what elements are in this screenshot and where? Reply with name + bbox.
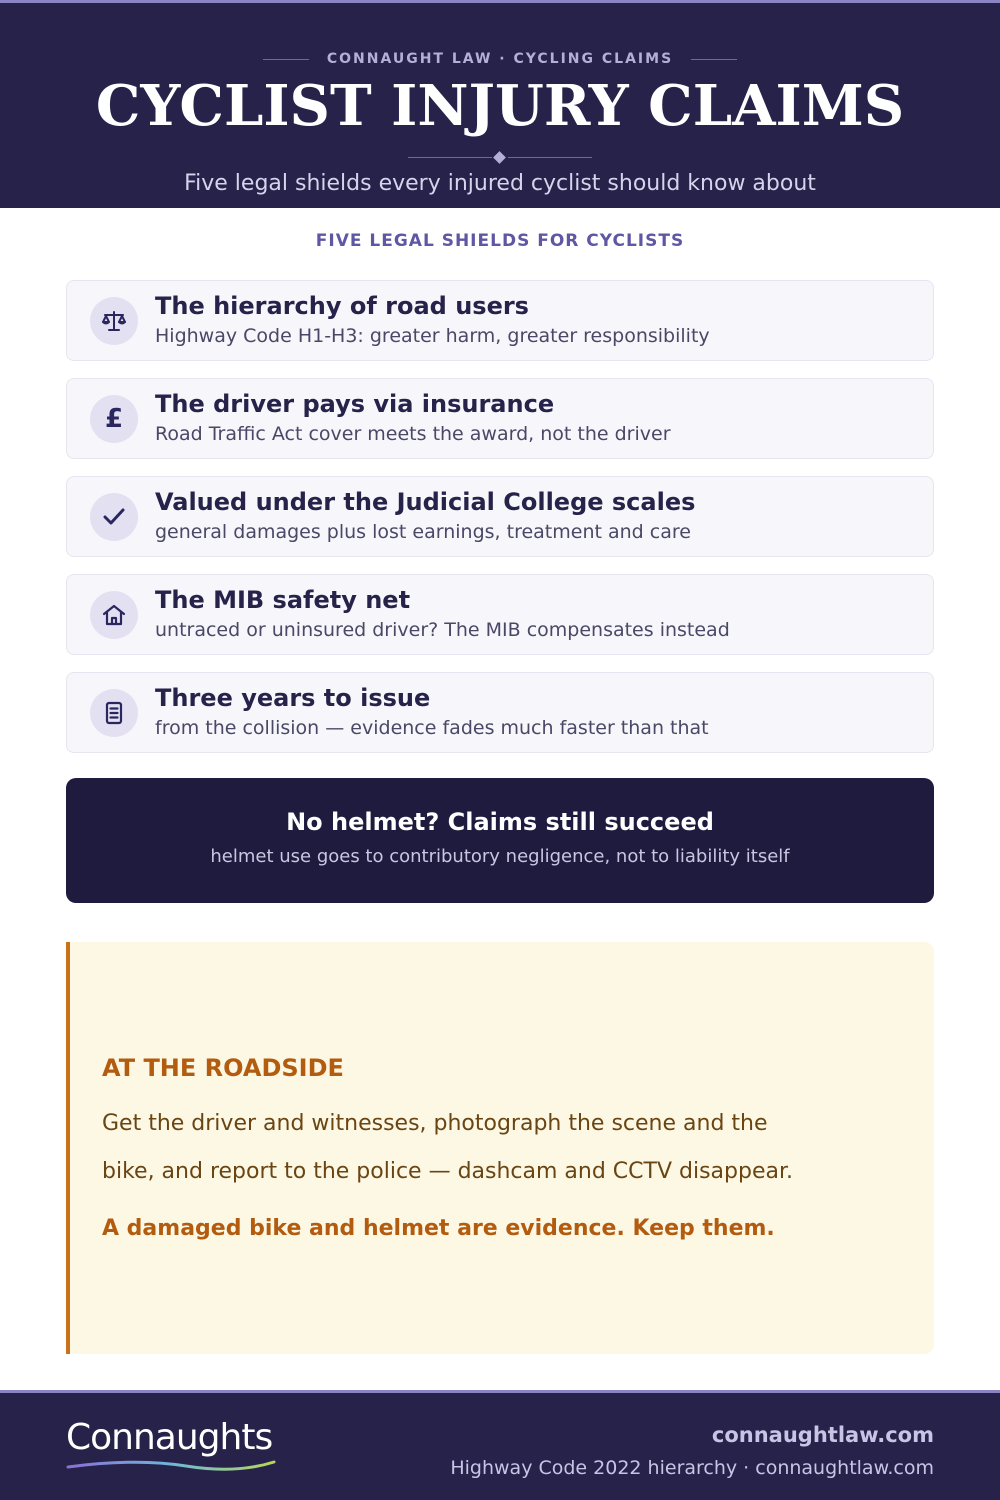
title-divider: [408, 152, 592, 164]
section-label: FIVE LEGAL SHIELDS FOR CYCLISTS: [315, 231, 685, 251]
check-icon: [90, 493, 138, 541]
footer: [0, 1390, 1000, 1500]
footer-note: Highway Code 2022 hierarchy · connaughtlaw.com: [450, 1457, 934, 1479]
shield-subtitle: general damages plus lost earnings, treatment and care: [155, 521, 691, 543]
scales-icon: [90, 297, 138, 345]
shield-subtitle: from the collision — evidence fades much faster than that: [155, 717, 709, 739]
shield-title: Three years to issue: [155, 684, 431, 712]
roadside-line: Get the driver and witnesses, photograph the scene and the: [102, 1111, 768, 1136]
helmet-banner: [66, 778, 934, 903]
kicker-row: [0, 47, 1000, 71]
document-icon: [90, 689, 138, 737]
shield-card-hierarchy: [66, 280, 934, 361]
logo-wordmark: Connaughts: [66, 1417, 273, 1458]
shield-subtitle: Highway Code H1-H3: greater harm, greater responsibility: [155, 325, 710, 347]
roadside-note: A damaged bike and helmet are evidence. Keep them.: [102, 1216, 775, 1241]
roadside-panel: [66, 942, 934, 1354]
shield-title: The MIB safety net: [155, 586, 411, 614]
logo-swoosh-icon: [66, 1457, 276, 1475]
shield-title: Valued under the Judicial College scales: [155, 488, 696, 516]
kicker: CONNAUGHT LAW · CYCLING CLAIMS: [326, 51, 674, 67]
kicker-rule-right: [691, 59, 737, 60]
page-title: CYCLIST INJURY CLAIMS: [95, 73, 905, 139]
home-icon: [90, 591, 138, 639]
shield-card-judicial-college: [66, 476, 934, 557]
shield-title: The hierarchy of road users: [155, 292, 529, 320]
connaughts-logo: [66, 1417, 296, 1477]
shield-card-insurance: [66, 378, 934, 459]
helmet-subtitle: helmet use goes to contributory negligence, not to liability itself: [210, 846, 790, 867]
roadside-line: bike, and report to the police — dashcam and CCTV disappear.: [102, 1159, 793, 1184]
shield-card-mib: [66, 574, 934, 655]
footer-site-link[interactable]: connaughtlaw.com: [711, 1423, 934, 1447]
shield-subtitle: untraced or uninsured driver? The MIB compensates instead: [155, 619, 730, 641]
shield-subtitle: Road Traffic Act cover meets the award, not the driver: [155, 423, 671, 445]
pound-icon: £: [90, 395, 138, 443]
shield-card-limitation: [66, 672, 934, 753]
roadside-title: AT THE ROADSIDE: [102, 1054, 344, 1082]
shield-title: The driver pays via insurance: [155, 390, 555, 418]
kicker-rule-left: [263, 59, 309, 60]
header-banner: [0, 0, 1000, 208]
page-subtitle: Five legal shields every injured cyclist should know about: [184, 171, 816, 196]
roadside-body: [102, 1100, 842, 1196]
helmet-title: No helmet? Claims still succeed: [286, 808, 714, 836]
